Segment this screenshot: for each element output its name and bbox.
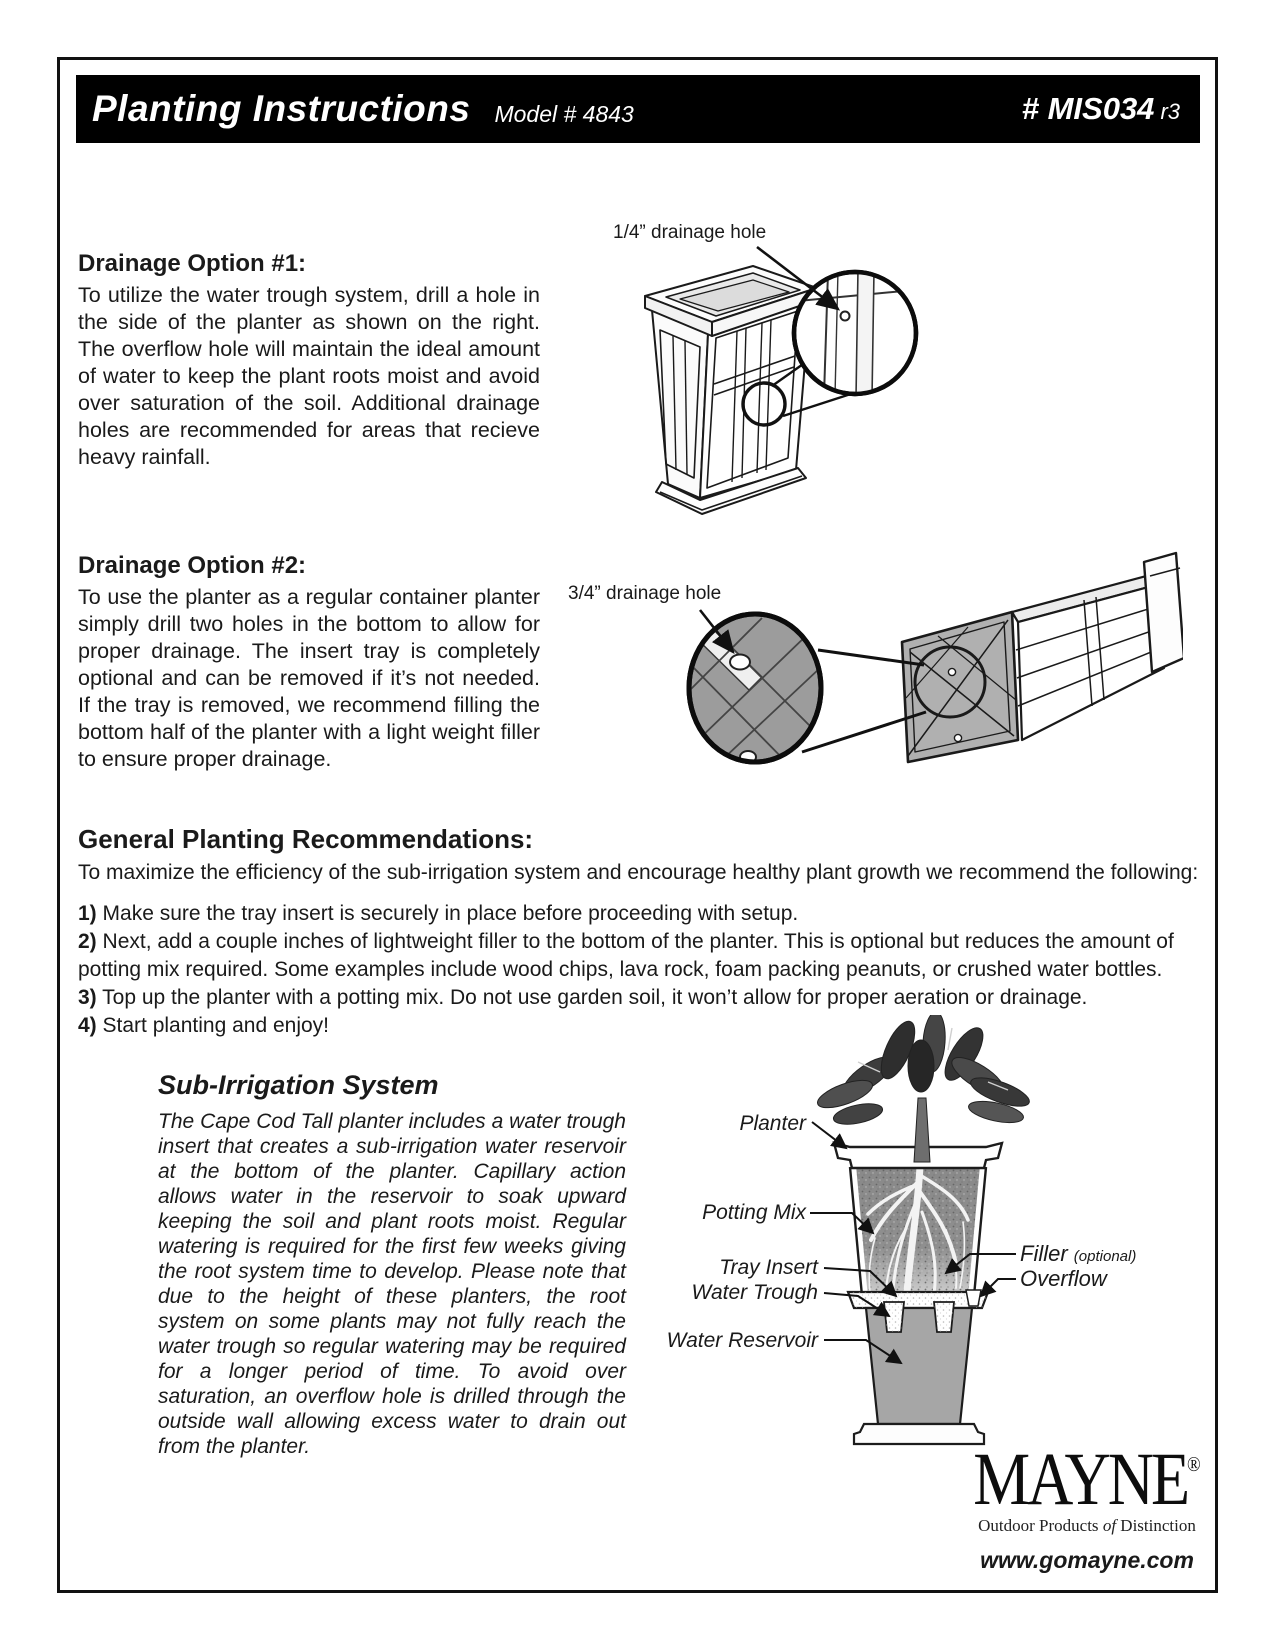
drainage-option-1-heading: Drainage Option #1: xyxy=(78,250,307,277)
water-reservoir-fill xyxy=(866,1308,972,1424)
drainage-option-2-heading: Drainage Option #2: xyxy=(78,552,307,579)
doc-code: # MIS034 xyxy=(1021,91,1155,126)
tray-insert-label: Tray Insert xyxy=(719,1256,818,1279)
planter-bottom-illustration xyxy=(558,548,1183,793)
brand-tagline: Outdoor Products of Distinction xyxy=(978,1516,1196,1535)
item-number: 2) xyxy=(78,930,97,953)
planter-cross-section xyxy=(834,1143,1002,1444)
drainage-hole-detail xyxy=(730,655,750,670)
planter-label: Planter xyxy=(739,1112,806,1135)
document-number xyxy=(1022,91,1180,127)
recommendations-intro: To maximize the efficiency of the sub-irrigation system and encourage healthy plant growth we recommend the following: xyxy=(78,861,1199,884)
item-number: 3) xyxy=(78,986,97,1009)
overflow-gap xyxy=(966,1290,981,1306)
overflow-label: Overflow xyxy=(1020,1266,1107,1291)
drainage-hole-callout-three-quarter-inch: 3/4” drainage hole xyxy=(568,583,722,604)
list-item-3 xyxy=(78,984,1206,1012)
magnifier-circle xyxy=(794,268,916,398)
brand-name: MAYNE xyxy=(973,1436,1188,1521)
sub-irrigation-heading: Sub-Irrigation System xyxy=(158,1070,439,1100)
drainage-option-2-section xyxy=(78,552,540,773)
item-text: Make sure the tray insert is securely in place before proceeding with setup. xyxy=(102,902,799,925)
magnifier-circle xyxy=(678,614,822,768)
water-reservoir-label: Water Reservoir xyxy=(666,1329,818,1352)
list-item-1 xyxy=(78,900,1206,928)
drainage-option-2-body: To use the planter as a regular container planter simply drill two holes in the bottom to allow for proper drainage. The insert tray is completely optional and can be removed if it’s not needed. If the tray is removed, we recommend filling the bottom half of the planter with a light weight filler to ensure proper drainage. xyxy=(78,585,540,771)
potting-mix-label: Potting Mix xyxy=(702,1201,806,1224)
filler-optional-note: (optional) xyxy=(1073,1248,1137,1265)
drainage-option-1-body: To utilize the water trough system, drill a hole in the side of the planter as shown on the right. The overflow hole will maintain the ideal amount of water to keep the plant roots moist and avoid over saturation of the soil. Additional drainage holes are recommended for areas that recieve heavy rainfall. xyxy=(78,283,540,469)
sub-irrigation-diagram xyxy=(640,1015,1140,1460)
item-text: Next, add a couple inches of lightweight filler to the bottom of the planter. This is optional but reduces the amount of potting mix required. Some examples include wood chips, lava rock, foam packing peanuts, or crushed water bottles. xyxy=(78,930,1174,981)
general-recommendations-section xyxy=(78,824,1206,1040)
sub-irrigation-body: The Cape Cod Tall planter includes a water trough insert that creates a sub-irrigation water reservoir at the bottom of the planter. Capillary action allows water in the reservoir to soak upward keeping the soil and plant roots moist. Regular watering is required for the first few weeks giving the root system time to develop. Please note that due to the height of these planters, the root system on some plants may not fully reach the water trough so regular watering may be required for a longer period of time. To avoid over saturation, an overflow hole is drilled through the outside wall allowing excess water to drain out from the planter. xyxy=(158,1110,626,1458)
website-url: www.gomayne.com xyxy=(980,1547,1194,1573)
brand-logo xyxy=(947,1438,1227,1521)
tall-planter-illustration xyxy=(600,222,970,552)
planter-on-side xyxy=(902,553,1183,762)
page-title: Planting Instructions xyxy=(92,88,471,129)
water-trough-label: Water Trough xyxy=(691,1281,818,1304)
header-bar xyxy=(76,75,1200,143)
model-number: Model # 4843 xyxy=(494,100,634,127)
drainage-option-1-section xyxy=(78,250,540,471)
plant xyxy=(814,1015,1032,1162)
drainage-hole-callout-quarter-inch: 1/4” drainage hole xyxy=(613,222,767,243)
list-item-2 xyxy=(78,928,1206,984)
item-number: 1) xyxy=(78,902,97,925)
general-recommendations-heading: General Planting Recommendations: xyxy=(78,824,534,854)
item-text: Top up the planter with a potting mix. Do not use garden soil, it won’t allow for proper aeration or drainage. xyxy=(102,986,1088,1009)
item-number: 4) xyxy=(78,1014,97,1037)
registered-mark: ® xyxy=(1187,1452,1201,1476)
drainage-hole-detail xyxy=(841,312,850,321)
sub-irrigation-section xyxy=(158,1070,626,1459)
planter-body xyxy=(645,266,817,514)
filler-label: Filler (optional) xyxy=(1020,1241,1137,1266)
item-text: Start planting and enjoy! xyxy=(102,1014,330,1037)
doc-revision: r3 xyxy=(1160,99,1180,124)
